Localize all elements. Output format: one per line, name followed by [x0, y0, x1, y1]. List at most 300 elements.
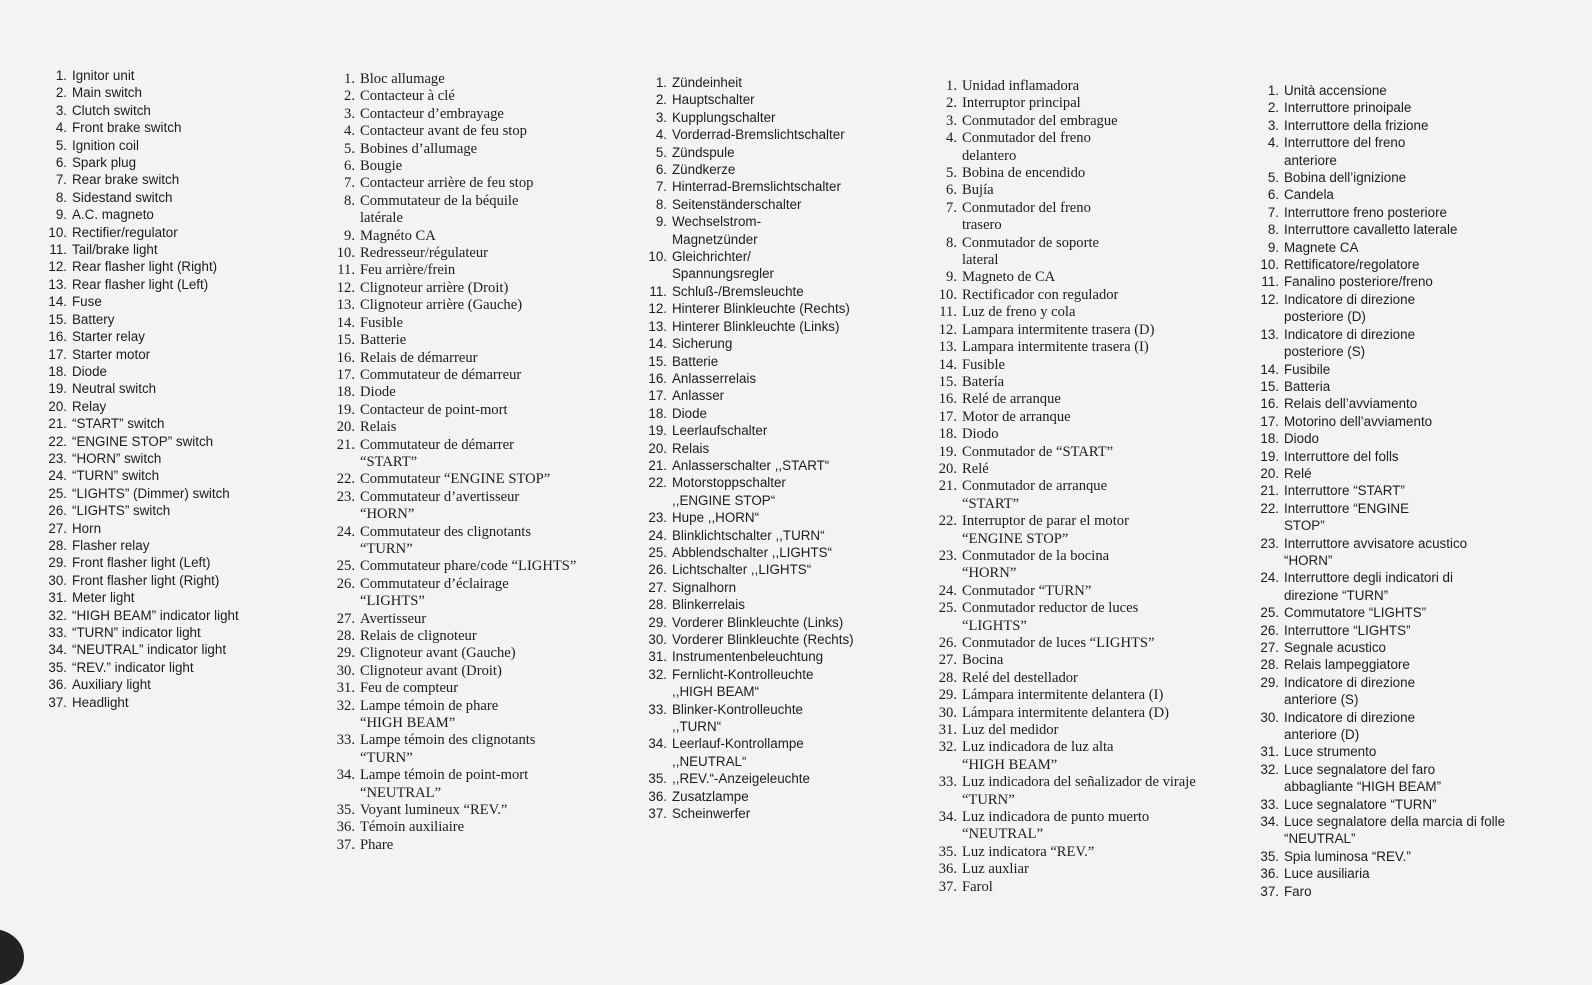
legend-item [40, 137, 239, 154]
item-label: Conmutador del freno [962, 199, 1091, 216]
item-label: Lampe témoin de point-mort [360, 767, 529, 784]
item-number: 35. [938, 843, 957, 860]
legend-item [328, 524, 576, 559]
legend-item [640, 527, 854, 544]
item-label: Unità accensione [1284, 83, 1387, 98]
item-label: Clignoteur arrière (Droit) [360, 279, 509, 296]
item-label: Lampara intermitente trasera (D) [962, 321, 1155, 338]
legend-item [40, 659, 239, 676]
legend-item [925, 461, 1196, 478]
item-number: 15. [336, 332, 355, 349]
item-label: Interruttore “START” [1284, 483, 1405, 499]
item-label: Interruttore della frizione [1284, 117, 1429, 133]
item-number: 25. [1260, 605, 1279, 621]
item-number: 23. [336, 488, 355, 505]
item-label: Phare [360, 836, 394, 853]
legend-item [1247, 848, 1505, 865]
item-label: Zündeinheit [672, 75, 742, 90]
item-label: “LIGHTS” [360, 593, 425, 610]
legend-item [640, 161, 854, 178]
item-label: Relais dell’avviamento [1284, 396, 1418, 412]
legend-item [640, 474, 854, 509]
item-label: Seitenständerschalter [672, 196, 802, 212]
item-label: Abblendschalter ,,LIGHTS“ [672, 544, 833, 560]
item-number: 34. [938, 809, 957, 826]
item-label: Scheinwerfer [672, 806, 751, 822]
item-label: Relais [672, 440, 710, 456]
item-label: Commutateur de démarreur [360, 366, 522, 383]
item-number: 35. [648, 771, 667, 787]
legend-item [1247, 82, 1505, 99]
legend-item [40, 607, 239, 624]
item-number: 9. [946, 269, 957, 286]
legend-item [328, 558, 576, 575]
legend-item [1247, 117, 1505, 134]
legend-item [40, 224, 239, 241]
legend-list-french [328, 71, 576, 854]
item-label: Magnete CA [1284, 239, 1359, 255]
item-label: Luz indicadora de luz alta [962, 739, 1114, 756]
item-number: 27. [48, 520, 67, 536]
legend-item [640, 387, 854, 404]
legend-item [40, 154, 239, 171]
item-number: 22. [336, 471, 355, 488]
item-label: anteriore (S) [1284, 692, 1359, 708]
item-number: 5. [1267, 170, 1279, 186]
item-number: 16. [48, 329, 67, 345]
item-number: 11. [49, 242, 67, 258]
legend-item [925, 879, 1196, 896]
item-number: 22. [938, 513, 957, 530]
item-number: 19. [48, 381, 67, 397]
legend-item [640, 735, 854, 770]
item-label: Fusibile [1284, 361, 1331, 377]
item-label: Conmutador de luces “LIGHTS” [962, 635, 1155, 651]
item-label: delantero [962, 147, 1017, 164]
item-label: Indicatore di direzione [1284, 326, 1416, 342]
item-label: Tail/brake light [72, 242, 158, 258]
item-label: Voyant lumineux “REV.” [360, 802, 508, 819]
legend-item [925, 357, 1196, 374]
item-number: 29. [1260, 674, 1279, 690]
item-label: trasero [962, 217, 1002, 234]
item-label: Commutateur de démarrer [360, 436, 514, 453]
item-number: 11. [649, 283, 667, 299]
item-number: 23. [1260, 535, 1279, 551]
item-label: Sicherung [672, 336, 733, 352]
legend-item [925, 513, 1196, 548]
legend-item [328, 384, 576, 401]
legend-item [640, 300, 854, 317]
legend-item [640, 788, 854, 805]
item-label: Luce segnalatore del faro [1284, 761, 1436, 777]
legend-item [925, 548, 1196, 583]
item-label: Instrumentenbeleuchtung [672, 649, 824, 665]
item-number: 25. [336, 558, 355, 575]
legend-item [925, 235, 1196, 270]
item-number: 30. [336, 662, 355, 679]
item-label: Unidad inflamadora [962, 78, 1080, 94]
item-number: 3. [946, 112, 957, 129]
legend-item [640, 248, 854, 283]
item-label: Zusatzlampe [672, 788, 749, 804]
item-label: Interruttore freno posteriore [1284, 204, 1448, 220]
item-number: 21. [48, 416, 67, 432]
legend-item [640, 579, 854, 596]
legend-item [640, 335, 854, 352]
item-label: Leerlauf-Kontrollampe [672, 736, 804, 752]
legend-item [328, 315, 576, 332]
item-label: Meter light [72, 590, 135, 606]
item-number: 36. [336, 819, 355, 836]
legend-item [1247, 761, 1505, 796]
legend-item [40, 328, 239, 345]
legend-item [925, 444, 1196, 461]
item-label: Luz auxliar [962, 861, 1029, 878]
item-number: 13. [48, 276, 67, 292]
item-label: Flasher relay [72, 537, 150, 553]
legend-item [40, 537, 239, 554]
legend-item [40, 415, 239, 432]
item-label: Motorstoppschalter [672, 475, 786, 491]
item-number: 10. [648, 249, 667, 265]
item-label: “HORN” [962, 565, 1017, 582]
item-label: Commutateur phare/code “LIGHTS” [360, 558, 577, 575]
legend-item [925, 287, 1196, 304]
legend-item [640, 318, 854, 335]
item-label: Luce segnalatore della marcia di folle [1284, 814, 1506, 830]
item-number: 32. [648, 666, 667, 682]
legend-item [925, 722, 1196, 739]
legend-item [1247, 378, 1505, 395]
item-number: 19. [336, 401, 355, 418]
item-number: 16. [336, 349, 355, 366]
item-label: direzione “TURN” [1284, 587, 1389, 603]
item-number: 24. [336, 523, 355, 540]
item-label: Contacteur de point-mort [360, 401, 508, 418]
item-label: “TURN” [360, 540, 413, 557]
item-number: 26. [938, 635, 957, 651]
legend-item [328, 245, 576, 262]
item-label: Anlasserrelais [672, 370, 757, 386]
item-number: 30. [938, 704, 957, 721]
legend-item [640, 701, 854, 736]
item-number: 23. [938, 547, 957, 564]
item-label: Conmutador de arranque [962, 478, 1108, 495]
item-label: Relé [1284, 465, 1312, 481]
legend-item [328, 837, 576, 854]
item-label: Interruttore “ENGINE [1284, 500, 1410, 516]
legend-item [40, 276, 239, 293]
legend-item [640, 770, 854, 787]
legend-item [1247, 535, 1505, 570]
item-number: 32. [1260, 761, 1279, 777]
item-label: Interruptor principal [962, 95, 1081, 112]
item-label: Clutch switch [72, 102, 151, 118]
item-number: 9. [655, 214, 667, 230]
item-label: Luz del medidor [962, 722, 1059, 739]
legend-item [640, 422, 854, 439]
legend-item [328, 123, 576, 140]
item-number: 24. [48, 468, 67, 484]
item-number: 1. [1267, 83, 1279, 98]
item-label: Diode [672, 405, 707, 421]
item-label: Lampe témoin de phare [360, 697, 499, 714]
item-label: Kupplungschalter [672, 109, 776, 125]
item-number: 34. [1260, 814, 1279, 830]
item-number: 9. [344, 227, 355, 244]
item-number: 2. [655, 92, 667, 108]
legend-item [1247, 326, 1505, 361]
item-label: ,,HIGH BEAM“ [672, 684, 760, 700]
item-label: Bobina de encendido [962, 165, 1086, 182]
legend-item [328, 680, 576, 697]
item-label: Magnéto CA [360, 227, 436, 244]
item-label: Ignitor unit [72, 68, 135, 83]
item-label: Front flasher light (Left) [72, 555, 211, 571]
item-number: 31. [648, 649, 667, 665]
item-label: Main switch [72, 85, 142, 101]
legend-item [925, 670, 1196, 687]
item-label: Commutateur d’avertisseur [360, 488, 520, 505]
item-number: 8. [946, 234, 957, 251]
item-number: 34. [336, 767, 355, 784]
item-label: Fanalino posteriore/freno [1284, 274, 1433, 290]
item-label: Commutatore “LIGHTS” [1284, 605, 1427, 621]
item-label: Relay [72, 398, 107, 414]
item-label: Lampe témoin des clignotants [360, 732, 536, 749]
item-label: Batteria [1284, 378, 1331, 394]
item-label: Interruttore “LIGHTS” [1284, 622, 1411, 638]
item-label: Interruttore del freno [1284, 135, 1406, 151]
item-number: 32. [938, 739, 957, 756]
legend-item [40, 102, 239, 119]
item-label: A.C. magneto [72, 207, 154, 223]
item-number: 7. [344, 175, 355, 192]
legend-item [1247, 448, 1505, 465]
legend-item [1247, 604, 1505, 621]
legend-item [1247, 482, 1505, 499]
legend-item [925, 600, 1196, 635]
item-label: Hauptschalter [672, 92, 755, 108]
item-label: Vorderrad-Bremslichtschalter [672, 127, 845, 143]
legend-item [328, 175, 576, 192]
item-number: 37. [1260, 883, 1279, 899]
legend-item [328, 297, 576, 314]
legend-item [40, 589, 239, 606]
item-number: 20. [938, 460, 957, 477]
item-number: 29. [336, 645, 355, 662]
legend-item [40, 67, 239, 84]
legend-item [925, 322, 1196, 339]
item-number: 13. [1260, 326, 1279, 342]
legend-item [328, 71, 576, 88]
legend-item [640, 370, 854, 387]
item-number: 35. [336, 802, 355, 819]
legend-item [640, 353, 854, 370]
legend-item [328, 106, 576, 123]
item-label: Hinterrad-Bremslichtschalter [672, 179, 841, 195]
item-label: ,,ENGINE STOP“ [672, 492, 776, 508]
item-label: Batería [962, 373, 1005, 390]
item-number: 37. [648, 806, 667, 822]
item-number: 20. [648, 440, 667, 456]
item-number: 28. [48, 537, 67, 553]
item-number: 4. [344, 123, 355, 140]
item-label: “TURN” switch [72, 468, 160, 484]
legend-item [640, 805, 854, 822]
legend-item [40, 467, 239, 484]
item-number: 14. [648, 336, 667, 352]
item-number: 31. [336, 680, 355, 697]
item-number: 20. [336, 419, 355, 436]
legend-item [925, 583, 1196, 600]
legend-item [328, 262, 576, 279]
legend-item [40, 485, 239, 502]
legend-item [925, 95, 1196, 112]
item-number: 7. [55, 172, 67, 188]
legend-item [1247, 743, 1505, 760]
legend-item [925, 200, 1196, 235]
item-label: Redresseur/régulateur [360, 245, 489, 262]
legend-item [40, 241, 239, 258]
item-label: Feu arrière/frein [360, 262, 456, 279]
item-label: Spark plug [72, 155, 137, 171]
item-label: Zündspule [672, 144, 735, 160]
item-label: “START” switch [72, 416, 165, 432]
item-number: 11. [939, 304, 957, 321]
item-number: 4. [946, 130, 957, 147]
item-label: Starter motor [72, 346, 151, 362]
legend-item [328, 611, 576, 628]
item-label: Contacteur avant de feu stop [360, 123, 527, 140]
item-number: 36. [48, 677, 67, 693]
legend-item [640, 614, 854, 631]
item-label: ,,TURN“ [672, 719, 722, 735]
item-number: 19. [648, 423, 667, 439]
legend-item [925, 130, 1196, 165]
item-number: 37. [336, 836, 355, 853]
legend-item [328, 280, 576, 297]
item-number: 7. [655, 179, 667, 195]
item-number: 36. [938, 861, 957, 878]
legend-item [925, 269, 1196, 286]
item-label: Rear flasher light (Left) [72, 276, 209, 292]
legend-item [40, 641, 239, 658]
legend-item [328, 141, 576, 158]
item-number: 6. [946, 182, 957, 199]
item-number: 14. [48, 294, 67, 310]
item-number: 1. [655, 75, 667, 90]
item-label: Interruttore cavalletto laterale [1284, 222, 1458, 238]
item-number: 21. [1260, 483, 1279, 499]
item-number: 15. [1260, 378, 1279, 394]
item-number: 26. [648, 562, 667, 578]
page-corner-shadow [0, 929, 24, 985]
item-number: 33. [938, 774, 957, 791]
legend-item [1247, 413, 1505, 430]
item-label: Diode [72, 363, 107, 379]
item-number: 30. [48, 572, 67, 588]
item-number: 8. [655, 196, 667, 212]
item-number: 37. [48, 694, 67, 710]
item-number: 10. [48, 224, 67, 240]
legend-item [1247, 361, 1505, 378]
legend-item [1247, 134, 1505, 169]
legend-list-italian [1247, 82, 1505, 900]
legend-item [640, 213, 854, 248]
item-number: 35. [48, 659, 67, 675]
item-number: 10. [336, 245, 355, 262]
legend-item [1247, 204, 1505, 221]
item-label: Conmutador “TURN” [962, 582, 1092, 599]
item-label: Luce ausiliaria [1284, 866, 1370, 882]
item-number: 27. [336, 610, 355, 627]
item-number: 5. [655, 144, 667, 160]
legend-item [328, 732, 576, 767]
item-label: latérale [360, 210, 403, 227]
item-label: “HORN” [1284, 552, 1333, 568]
item-number: 24. [1260, 570, 1279, 586]
item-label: Diode [360, 384, 396, 401]
item-label: Neutral switch [72, 381, 157, 397]
item-number: 26. [336, 575, 355, 592]
item-number: 17. [48, 346, 67, 362]
item-label: Candela [1284, 187, 1334, 203]
legend-item [640, 144, 854, 161]
legend-item [925, 113, 1196, 130]
legend-item [1247, 239, 1505, 256]
legend-item [328, 471, 576, 488]
item-label: Batterie [360, 332, 407, 349]
item-label: Spannungsregler [672, 266, 774, 282]
item-label: Conmutador del freno [962, 130, 1091, 147]
legend-item [925, 339, 1196, 356]
item-number: 17. [1260, 413, 1279, 429]
item-label: Commutateur “ENGINE STOP” [360, 471, 551, 488]
item-label: Hupe ,,HORN“ [672, 510, 760, 526]
item-label: abbagliante “HIGH BEAM” [1284, 779, 1442, 795]
legend-item [40, 258, 239, 275]
item-label: “START” [962, 495, 1020, 512]
item-label: Motorino dell’avviamento [1284, 413, 1433, 429]
item-label: “REV.” indicator light [72, 659, 194, 675]
legend-item [40, 311, 239, 328]
item-label: Batterie [672, 353, 719, 369]
item-number: 5. [946, 165, 957, 182]
item-number: 14. [336, 314, 355, 331]
item-number: 29. [938, 687, 957, 704]
legend-item [1247, 865, 1505, 882]
legend-item [925, 304, 1196, 321]
item-label: Contacteur arrière de feu stop [360, 175, 534, 192]
legend-item [1247, 430, 1505, 447]
item-number: 17. [648, 388, 667, 404]
legend-item [328, 698, 576, 733]
item-number: 32. [48, 607, 67, 623]
legend-item [925, 705, 1196, 722]
item-number: 26. [1260, 622, 1279, 638]
item-number: 18. [1260, 431, 1279, 447]
item-label: ,,REV.“-Anzeigeleuchte [672, 771, 810, 787]
item-number: 8. [1267, 222, 1279, 238]
legend-item [40, 450, 239, 467]
item-number: 4. [55, 120, 67, 136]
item-number: 15. [48, 311, 67, 327]
item-number: 15. [648, 353, 667, 369]
item-label: “HORN” switch [72, 450, 162, 466]
item-label: Fuse [72, 294, 102, 310]
